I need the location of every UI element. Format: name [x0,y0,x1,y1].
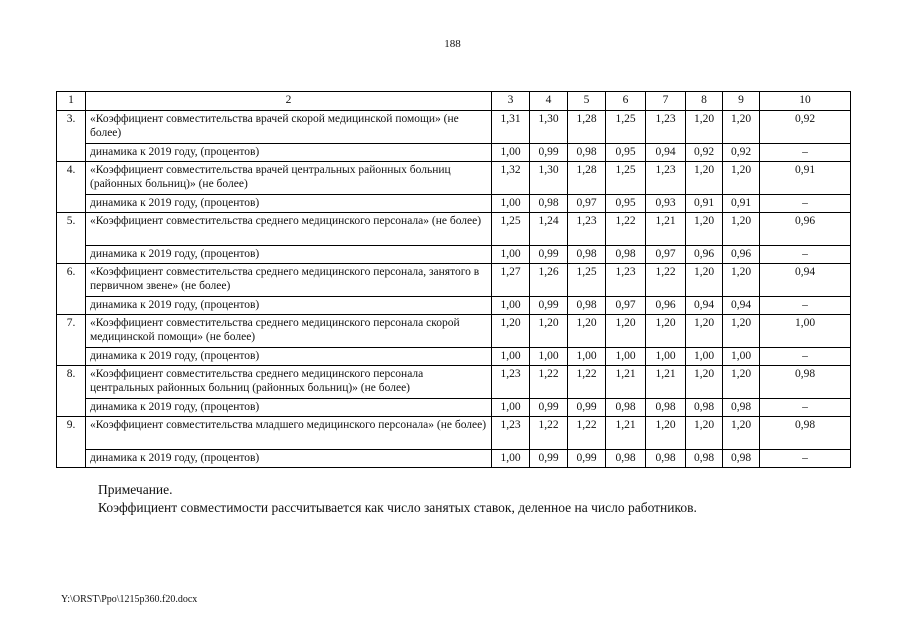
dynamics-row [57,348,851,366]
value-cell: 1,20 [686,417,723,450]
dynamics-value-cell: – [760,450,851,468]
value-cell: 1,20 [723,315,760,348]
value-cell: 1,20 [606,315,646,348]
header-cell: 4 [530,92,568,111]
dynamics-value-cell: 0,95 [606,144,646,162]
dynamics-value-cell: – [760,297,851,315]
dynamics-value-cell: 0,98 [646,399,686,417]
value-cell: 1,20 [646,315,686,348]
value-cell: 1,30 [530,111,568,144]
dynamics-value-cell: 0,98 [606,399,646,417]
dynamics-value-cell: 0,98 [723,399,760,417]
value-cell: 1,20 [646,417,686,450]
dynamics-value-cell: – [760,144,851,162]
table-row [57,417,851,450]
dynamics-value-cell: 1,00 [686,348,723,366]
dynamics-value-cell: – [760,195,851,213]
value-cell: 1,23 [646,111,686,144]
dynamics-value-cell: 1,00 [606,348,646,366]
dynamics-label: динамика к 2019 году, (процентов) [86,450,492,468]
dynamics-label: динамика к 2019 году, (процентов) [86,195,492,213]
dynamics-value-cell: 0,98 [606,246,646,264]
dynamics-value-cell: 1,00 [492,348,530,366]
dynamics-value-cell: 0,98 [606,450,646,468]
value-cell: 1,20 [686,366,723,399]
note-text: Коэффициент совместимости рассчитывается как число занятых ставок, деленное на число работников. [98,500,697,515]
dynamics-value-cell: 0,96 [646,297,686,315]
dynamics-value-cell: – [760,348,851,366]
header-cell: 2 [86,92,492,111]
dynamics-value-cell: 0,97 [606,297,646,315]
value-cell: 1,24 [530,213,568,246]
table-row [57,264,851,297]
dynamics-value-cell: 0,98 [568,144,606,162]
row-number: 9. [57,417,86,468]
table-body [57,92,851,468]
dynamics-value-cell: 0,97 [568,195,606,213]
dynamics-value-cell: 0,98 [530,195,568,213]
value-cell: 1,20 [686,315,723,348]
value-cell: 1,20 [723,213,760,246]
dynamics-value-cell: 0,94 [723,297,760,315]
value-cell: 0,98 [760,417,851,450]
value-cell: 1,22 [646,264,686,297]
header-cell: 5 [568,92,606,111]
value-cell: 1,00 [760,315,851,348]
value-cell: 1,20 [723,162,760,195]
dynamics-row [57,399,851,417]
dynamics-value-cell: 1,00 [492,450,530,468]
indicator-label: «Коэффициент совместительства среднего медицинского персонала, занятого в первичном звене» (не более) [86,264,492,297]
value-cell: 0,98 [760,366,851,399]
row-number: 4. [57,162,86,213]
value-cell: 1,20 [723,417,760,450]
row-number: 8. [57,366,86,417]
dynamics-value-cell: – [760,246,851,264]
row-number: 6. [57,264,86,315]
row-number: 3. [57,111,86,162]
value-cell: 1,21 [646,366,686,399]
dynamics-value-cell: 0,91 [723,195,760,213]
header-cell: 6 [606,92,646,111]
dynamics-row [57,297,851,315]
value-cell: 0,96 [760,213,851,246]
dynamics-value-cell: 1,00 [492,195,530,213]
dynamics-value-cell: 0,98 [686,399,723,417]
value-cell: 1,28 [568,111,606,144]
indicator-label: «Коэффициент совместительства среднего медицинского персонала скорой медицинской помощи» (не более) [86,315,492,348]
value-cell: 1,22 [530,366,568,399]
dynamics-row [57,450,851,468]
dynamics-value-cell: – [760,399,851,417]
value-cell: 1,25 [606,162,646,195]
dynamics-row [57,144,851,162]
dynamics-value-cell: 0,98 [646,450,686,468]
value-cell: 1,22 [568,366,606,399]
dynamics-value-cell: 0,91 [686,195,723,213]
value-cell: 1,27 [492,264,530,297]
dynamics-value-cell: 0,96 [686,246,723,264]
value-cell: 0,92 [760,111,851,144]
header-cell: 10 [760,92,851,111]
value-cell: 1,20 [723,111,760,144]
value-cell: 1,22 [568,417,606,450]
value-cell: 1,20 [723,366,760,399]
dynamics-value-cell: 0,99 [530,246,568,264]
dynamics-value-cell: 0,99 [530,297,568,315]
value-cell: 1,25 [492,213,530,246]
value-cell: 1,22 [606,213,646,246]
dynamics-value-cell: 1,00 [492,399,530,417]
dynamics-value-cell: 0,99 [530,399,568,417]
dynamics-value-cell: 0,93 [646,195,686,213]
value-cell: 1,23 [492,417,530,450]
dynamics-value-cell: 0,94 [646,144,686,162]
table-row [57,366,851,399]
value-cell: 1,23 [646,162,686,195]
dynamics-value-cell: 1,00 [492,297,530,315]
dynamics-value-cell: 0,94 [686,297,723,315]
value-cell: 1,32 [492,162,530,195]
value-cell: 0,91 [760,162,851,195]
dynamics-value-cell: 0,99 [530,450,568,468]
dynamics-value-cell: 0,98 [568,246,606,264]
value-cell: 1,20 [568,315,606,348]
dynamics-value-cell: 0,99 [568,399,606,417]
table-row [57,315,851,348]
value-cell: 1,20 [686,162,723,195]
indicator-label: «Коэффициент совместительства среднего медицинского персонала центральных районных больниц (районных больниц)» (не более) [86,366,492,399]
value-cell: 1,30 [530,162,568,195]
dynamics-value-cell: 1,00 [530,348,568,366]
page-number: 188 [444,38,461,50]
indicator-label: «Коэффициент совместительства врачей скорой медицинской помощи» (не более) [86,111,492,144]
dynamics-label: динамика к 2019 году, (процентов) [86,399,492,417]
dynamics-value-cell: 1,00 [492,246,530,264]
dynamics-value-cell: 0,92 [723,144,760,162]
value-cell: 0,94 [760,264,851,297]
table-row [57,162,851,195]
header-cell: 8 [686,92,723,111]
header-cell: 9 [723,92,760,111]
dynamics-label: динамика к 2019 году, (процентов) [86,246,492,264]
coefficient-table [56,91,851,468]
dynamics-value-cell: 0,98 [568,297,606,315]
row-number: 5. [57,213,86,264]
indicator-label: «Коэффициент совместительства врачей центральных районных больниц (районных больниц)» (не более) [86,162,492,195]
dynamics-value-cell: 0,92 [686,144,723,162]
dynamics-value-cell: 1,00 [568,348,606,366]
value-cell: 1,20 [686,264,723,297]
dynamics-label: динамика к 2019 году, (процентов) [86,348,492,366]
value-cell: 1,21 [646,213,686,246]
header-cell: 7 [646,92,686,111]
dynamics-value-cell: 0,98 [723,450,760,468]
dynamics-row [57,195,851,213]
dynamics-value-cell: 0,97 [646,246,686,264]
note-block [98,481,697,517]
header-cell: 1 [57,92,86,111]
value-cell: 1,23 [492,366,530,399]
dynamics-value-cell: 0,99 [530,144,568,162]
dynamics-value-cell: 1,00 [646,348,686,366]
dynamics-row [57,246,851,264]
value-cell: 1,25 [606,111,646,144]
dynamics-value-cell: 0,95 [606,195,646,213]
value-cell: 1,20 [686,111,723,144]
footer-file-path: Y:\ORST\Ppo\1215p360.f20.docx [61,594,198,605]
dynamics-value-cell: 1,00 [492,144,530,162]
dynamics-label: динамика к 2019 году, (процентов) [86,297,492,315]
dynamics-value-cell: 0,99 [568,450,606,468]
value-cell: 1,31 [492,111,530,144]
value-cell: 1,23 [568,213,606,246]
value-cell: 1,25 [568,264,606,297]
value-cell: 1,20 [723,264,760,297]
value-cell: 1,28 [568,162,606,195]
dynamics-label: динамика к 2019 году, (процентов) [86,144,492,162]
value-cell: 1,26 [530,264,568,297]
indicator-label: «Коэффициент совместительства младшего медицинского персонала» (не более) [86,417,492,450]
value-cell: 1,20 [530,315,568,348]
value-cell: 1,21 [606,417,646,450]
row-number: 7. [57,315,86,366]
table-row [57,111,851,144]
note-title: Примечание. [98,482,173,497]
indicator-label: «Коэффициент совместительства среднего медицинского персонала» (не более) [86,213,492,246]
value-cell: 1,23 [606,264,646,297]
dynamics-value-cell: 1,00 [723,348,760,366]
dynamics-value-cell: 0,98 [686,450,723,468]
value-cell: 1,22 [530,417,568,450]
table-row [57,213,851,246]
dynamics-value-cell: 0,96 [723,246,760,264]
value-cell: 1,21 [606,366,646,399]
header-cell: 3 [492,92,530,111]
value-cell: 1,20 [492,315,530,348]
value-cell: 1,20 [686,213,723,246]
header-row [57,92,851,111]
